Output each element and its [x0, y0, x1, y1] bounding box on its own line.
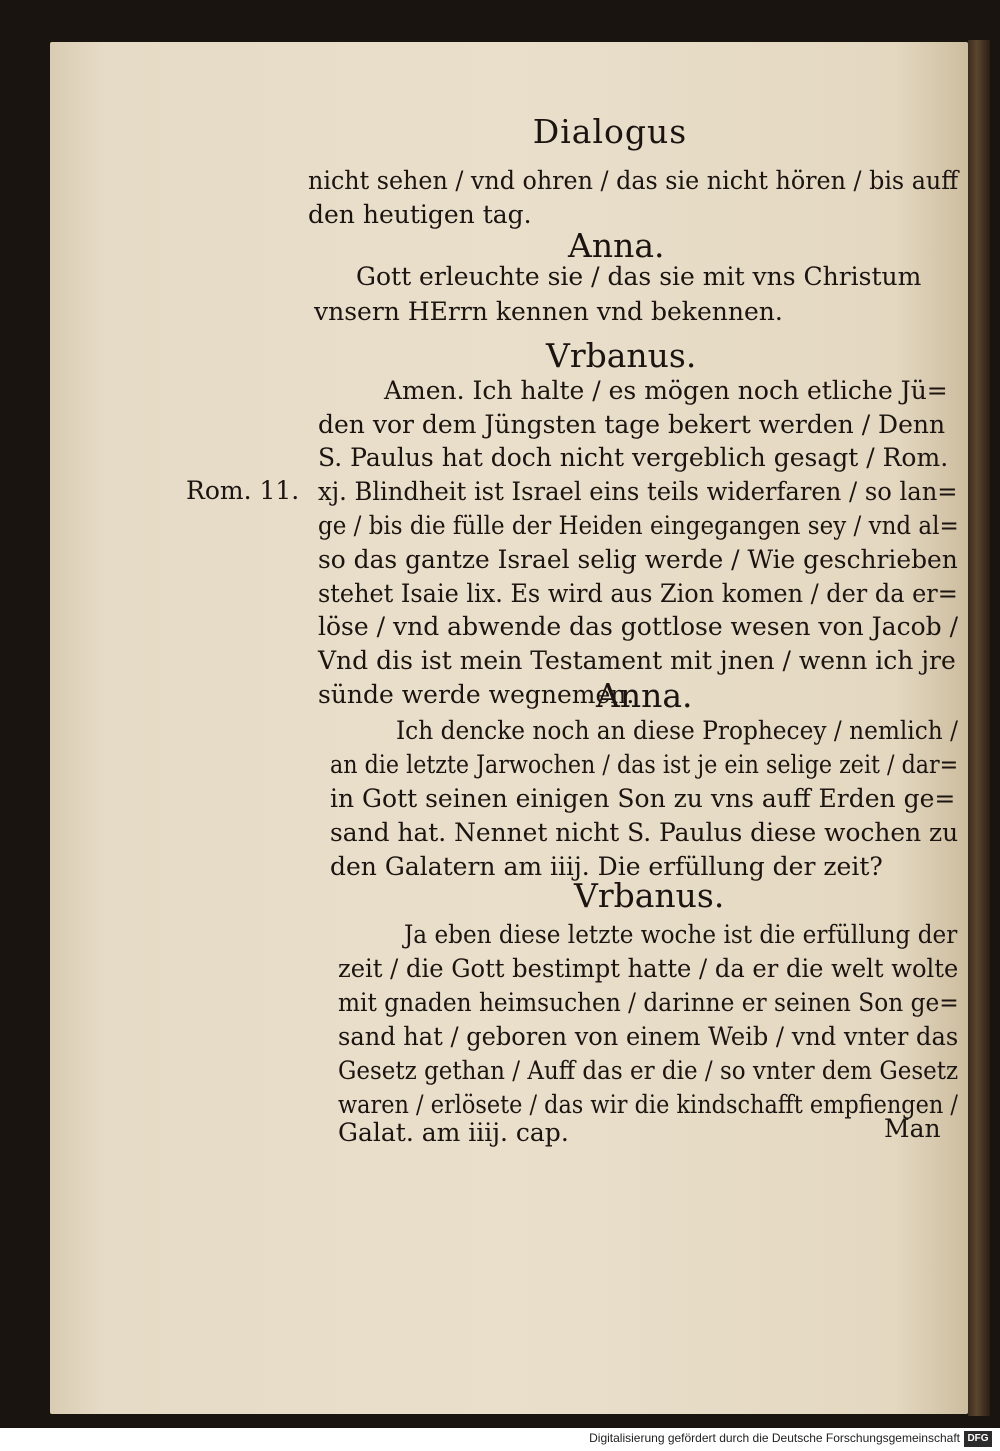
running-head: Dialogus — [532, 112, 688, 151]
catchword: Man — [884, 1114, 941, 1143]
text-line: sand hat. Nennet nicht S. Paulus diese wochen zu — [330, 818, 959, 847]
text-line: vnsern HErrn kennen vnd bekennen. — [314, 297, 783, 326]
text-line: ge / bis die fülle der Heiden eingegangen sey / vnd al= — [318, 511, 959, 540]
text-line: Gesetz gethan / Auff das er die / so vnter dem Gesetz — [338, 1056, 959, 1085]
text-line: den vor dem Jüngsten tage bekert werden / Denn — [318, 410, 946, 439]
speaker-heading: Anna. — [596, 676, 693, 715]
text-line: xj. Blindheit ist Israel eins teils widerfaren / so lan= — [318, 477, 958, 506]
marginal-note: Rom. 11. — [186, 476, 300, 505]
text-line: löse / vnd abwende das gottlose wesen von Jacob / — [318, 612, 959, 641]
speaker-heading: Anna. — [568, 226, 665, 265]
text-line: Vnd dis ist mein Testament mit jnen / wenn ich jre — [318, 646, 956, 675]
funding-credit: Digitalisierung gefördert durch die Deutsche Forschungsgemeinschaft — [589, 1431, 960, 1445]
text-line: Gott erleuchte sie / das sie mit vns Christum — [356, 262, 922, 291]
text-line: so das gantze Israel selig werde / Wie geschrieben — [318, 545, 958, 574]
text-line: nicht sehen / vnd ohren / das sie nicht hören / bis auff — [308, 166, 959, 195]
text-line: den heutigen tag. — [308, 200, 532, 229]
text-line: S. Paulus hat doch nicht vergeblich gesagt / Rom. — [318, 443, 949, 472]
text-line: waren / erlösete / das wir die kindschafft empfiengen / — [338, 1090, 958, 1119]
speaker-heading: Vrbanus. — [546, 336, 697, 375]
text-line: stehet Isaie lix. Es wird aus Zion komen / der da er= — [318, 579, 958, 608]
text-line: sünde werde wegnemen. — [318, 680, 635, 709]
text-line: in Gott seinen einigen Son zu vns auff Erden ge= — [330, 784, 956, 813]
text-line: Ja eben diese letzte woche ist die erfüllung der — [404, 920, 958, 949]
text-line: mit gnaden heimsuchen / darinne er seinen Son ge= — [338, 988, 959, 1017]
text-line: Amen. Ich halte / es mögen noch etliche Jü= — [384, 376, 948, 405]
text-line: an die letzte Jarwochen / das ist je ein selige zeit / dar= — [330, 750, 959, 779]
speaker-heading: Vrbanus. — [574, 876, 725, 915]
text-line: sand hat / geboren von einem Weib / vnd vnter das — [338, 1022, 959, 1051]
text-line: den Galatern am iiij. Die erfüllung der zeit? — [330, 852, 883, 881]
text-line: Galat. am iiij. cap. — [338, 1118, 569, 1147]
text-line: zeit / die Gott bestimpt hatte / da er die welt wolte — [338, 954, 959, 983]
text-line: Ich dencke noch an diese Prophecey / nemlich / — [396, 716, 958, 745]
book-binding-edge — [968, 40, 990, 1416]
dfg-logo: DFG — [964, 1431, 992, 1447]
footer-bar — [0, 1428, 1000, 1451]
